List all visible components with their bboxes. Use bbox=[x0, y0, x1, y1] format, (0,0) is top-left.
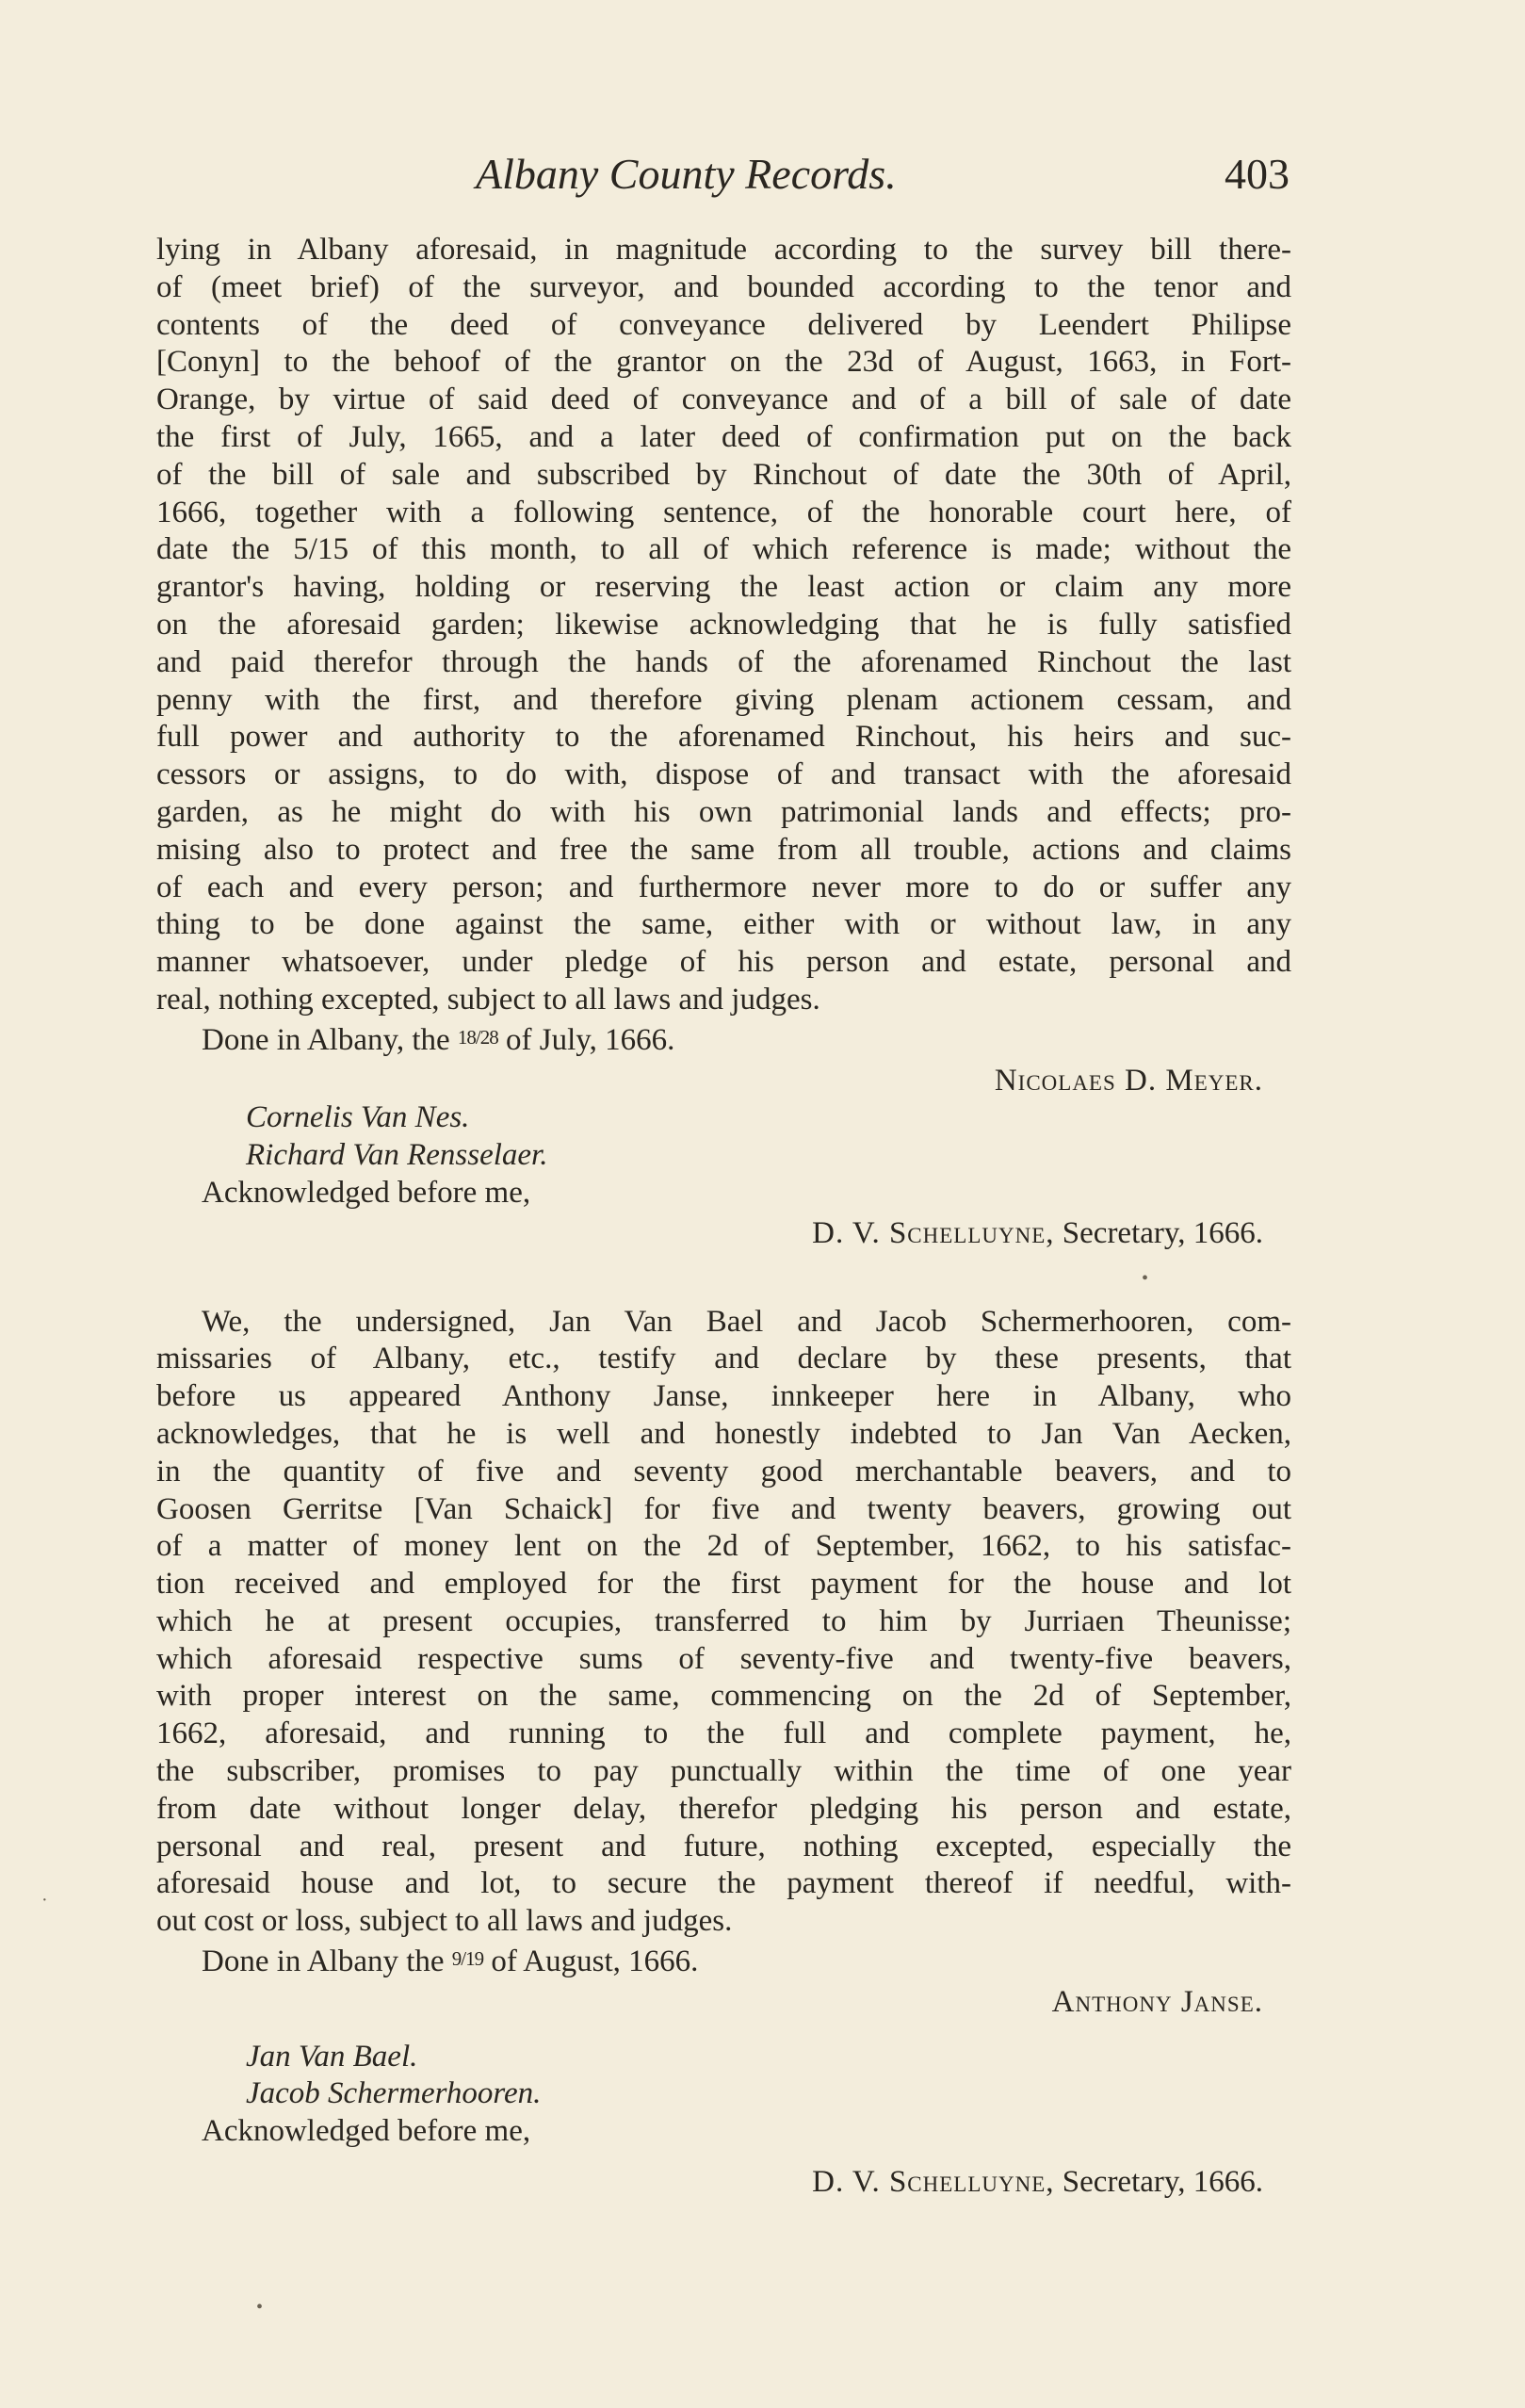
text-line: 1662, aforesaid, and running to the full and complete payment, he, bbox=[156, 1717, 1291, 1751]
text-line: personal and real, present and future, nothing excepted, especially the bbox=[156, 1829, 1291, 1863]
text-line: which aforesaid respective sums of seventy-five and twenty-five beavers, bbox=[156, 1641, 1291, 1676]
deed-paragraph-1 bbox=[156, 232, 1291, 1019]
text-line: grantor's having, holding or reserving the least action or claim any more bbox=[156, 570, 1291, 605]
text-line: out cost or loss, subject to all laws and judges. bbox=[156, 1904, 733, 1939]
done-line-1 bbox=[202, 1019, 1291, 1060]
date-fraction: 18/28 bbox=[457, 1025, 498, 1049]
text-line: of (meet brief) of the surveyor, and bounded according to the tenor and bbox=[156, 269, 1291, 304]
text-line: with proper interest on the same, commencing on the 2d of September, bbox=[156, 1679, 1291, 1714]
text-line: of the bill of sale and subscribed by Rinchout of date the 30th of April, bbox=[156, 457, 1291, 492]
text-line: real, nothing excepted, subject to all laws and judges. bbox=[156, 982, 820, 1017]
text-line: on the aforesaid garden; likewise acknowledging that he is fully satisfied bbox=[156, 607, 1291, 642]
signer-name: Nicolaes D. Meyer. bbox=[994, 1063, 1263, 1098]
text-line: and paid therefor through the hands of the aforenamed Rinchout the last bbox=[156, 644, 1291, 679]
text-line: of a matter of money lent on the 2d of September, 1662, to his satisfac- bbox=[156, 1529, 1291, 1564]
secretary-name: D. V. Schelluyne, bbox=[812, 1215, 1055, 1250]
witness-name: Cornelis Van Nes. bbox=[246, 1100, 470, 1135]
text-line: mising also to protect and free the same from all trouble, actions and claims bbox=[156, 832, 1291, 867]
text-line: full power and authority to the aforenamed Rinchout, his heirs and suc- bbox=[156, 720, 1291, 755]
text-line: contents of the deed of conveyance delivered by Leendert Philipse bbox=[156, 307, 1291, 342]
witness-name: Richard Van Rensselaer. bbox=[246, 1138, 548, 1173]
page-number: 403 bbox=[1225, 150, 1290, 198]
acknowledgement: Acknowledged before me, bbox=[202, 2114, 531, 2149]
text-line: manner whatsoever, under pledge of his person and estate, personal and bbox=[156, 945, 1291, 980]
paper-speck: · bbox=[41, 1890, 48, 1911]
text-line: in the quantity of five and seventy good merchantable beavers, and to bbox=[156, 1454, 1291, 1489]
secretary-signature bbox=[156, 1215, 1291, 1253]
text-line: missaries of Albany, etc., testify and declare by these presents, that bbox=[156, 1342, 1291, 1376]
text-line: of each and every person; and furthermore never more to do or suffer any bbox=[156, 870, 1291, 904]
done-suffix: of August, 1666. bbox=[491, 1944, 699, 1979]
date-fraction: 9/19 bbox=[451, 1947, 484, 1971]
text-line: tion received and employed for the first payment for the house and lot bbox=[156, 1567, 1291, 1602]
text-line: the subscriber, promises to pay punctually within the time of one year bbox=[156, 1754, 1291, 1789]
done-suffix: of July, 1666. bbox=[506, 1022, 675, 1057]
text-line: from date without longer delay, therefor pledging his person and estate, bbox=[156, 1791, 1291, 1826]
done-prefix: Done in Albany the bbox=[202, 1944, 445, 1979]
text-line: Goosen Gerritse [Van Schaick] for five and twenty beavers, growing out bbox=[156, 1491, 1291, 1526]
text-line: Orange, by virtue of said deed of conveyance and of a bill of sale of date bbox=[156, 382, 1291, 417]
done-line-2 bbox=[202, 1941, 1291, 1981]
text-line: We, the undersigned, Jan Van Bael and Jacob Schermerhooren, com- bbox=[202, 1304, 1291, 1339]
done-prefix: Done in Albany, the bbox=[202, 1022, 450, 1057]
text-line: acknowledges, that he is well and honestly indebted to Jan Van Aecken, bbox=[156, 1416, 1291, 1451]
text-line: garden, as he might do with his own patrimonial lands and effects; pro- bbox=[156, 794, 1291, 829]
text-line: lying in Albany aforesaid, in magnitude according to the survey bill there- bbox=[156, 233, 1291, 267]
text-line: thing to be done against the same, either with or without law, in any bbox=[156, 907, 1291, 942]
paper-speck: • bbox=[256, 2297, 264, 2318]
secretary-title: Secretary, 1666. bbox=[1062, 2165, 1263, 2200]
text-line: 1666, together with a following sentence, of the honorable court here, of bbox=[156, 495, 1291, 529]
secretary-title: Secretary, 1666. bbox=[1062, 1215, 1263, 1250]
running-title: Albany County Records. bbox=[476, 150, 897, 198]
text-line: cessors or assigns, to do with, dispose of and transact with the aforesaid bbox=[156, 757, 1291, 792]
signer-name: Anthony Janse. bbox=[1051, 1984, 1263, 2019]
secretary-name: D. V. Schelluyne, bbox=[812, 2165, 1055, 2200]
text-line: [Conyn] to the behoof of the grantor on the 23d of August, 1663, in Fort- bbox=[156, 345, 1291, 380]
text-line: penny with the first, and therefore giving plenam actionem cessam, and bbox=[156, 682, 1291, 717]
page-body bbox=[156, 232, 1291, 2202]
witness-name: Jan Van Bael. bbox=[246, 2039, 418, 2074]
paper-speck: • bbox=[1142, 1268, 1149, 1289]
witness-name: Jacob Schermerhooren. bbox=[246, 2076, 542, 2111]
text-line: aforesaid house and lot, to secure the payment thereof if needful, with- bbox=[156, 1866, 1291, 1901]
deed-paragraph-2 bbox=[156, 1304, 1291, 1942]
text-line: which he at present occupies, transferred to him by Jurriaen Theunisse; bbox=[156, 1603, 1291, 1638]
secretary-signature bbox=[156, 2164, 1291, 2202]
acknowledgement: Acknowledged before me, bbox=[202, 1175, 531, 1210]
text-line: before us appeared Anthony Janse, innkeeper here in Albany, who bbox=[156, 1379, 1291, 1414]
text-line: the first of July, 1665, and a later deed of confirmation put on the back bbox=[156, 419, 1291, 454]
text-line: date the 5/15 of this month, to all of which reference is made; without the bbox=[156, 532, 1291, 567]
running-head bbox=[155, 141, 1290, 207]
